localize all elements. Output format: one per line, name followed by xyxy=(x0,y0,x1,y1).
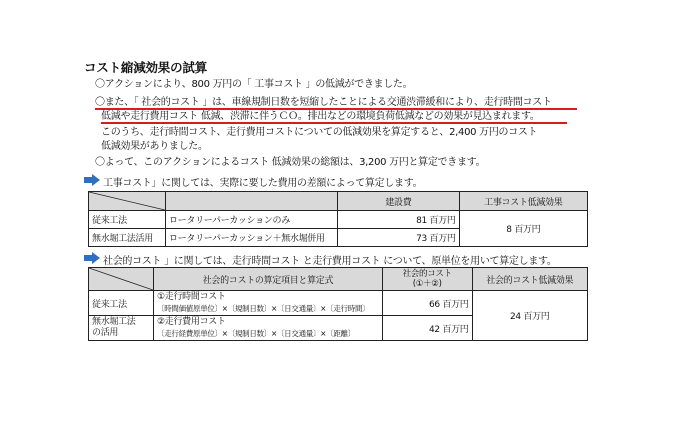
item-label-1: ①走行時間コスト xyxy=(157,292,226,302)
description-cell: ロータリーパーカッションのみ xyxy=(166,211,338,229)
header-social-cost-line1: 社会的コスト xyxy=(402,269,452,279)
arrow-right-icon xyxy=(84,252,100,264)
intro-line-3: 低減や走行費用コスト 低減、渋滞に伴うＣＯ。排出などの環境負荷低減などの効果が見込まれます。 xyxy=(101,111,540,122)
value-cell-2: 42 百万円 xyxy=(382,316,472,341)
item-label-2: ②走行費用コスト xyxy=(157,317,226,327)
formula-cell-1 xyxy=(154,291,383,316)
method2-line2: の活用 xyxy=(92,328,119,338)
formula-text-2: 〔走行経費原単位〕×〔規制日数〕×〔日交通量〕×〔距離〕 xyxy=(157,329,355,338)
header-social-cost-reduction: 社会的コスト低減効果 xyxy=(472,268,588,291)
red-underline-2 xyxy=(101,122,567,124)
description-cell: ロータリーパーカッション＋無水堀併用 xyxy=(166,229,338,247)
value-cell-1: 66 百万円 xyxy=(382,291,472,316)
construction-effect-cell: 8 百万円 xyxy=(459,211,587,247)
cost-cell: 81 百万円 xyxy=(338,211,459,229)
diagonal-header-cell xyxy=(89,268,154,291)
page-title: コスト縮減効果の試算 xyxy=(84,60,208,75)
intro-line-1: 〇アクションにより、800 万円の「 工事コスト 」の低減ができました。 xyxy=(95,79,413,90)
method2-line1: 無水堀工法 xyxy=(92,317,136,327)
construction-cost-table xyxy=(88,191,588,247)
intro-line-5: 低減効果がありました。 xyxy=(101,141,208,152)
header-formula: 社会的コストの算定項目と算定式 xyxy=(154,268,383,291)
intro-line-4: このうち、走行時間コスト、走行費用コストについての低減効果を算定すると、2,400 万円のコスト xyxy=(101,127,538,138)
table-row xyxy=(89,291,588,316)
intro-line-6: 〇よって、このアクションによるコスト 低減効果の総額は、3,200 万円と算定できます。 xyxy=(95,157,486,168)
header-social-cost-line2: (①＋②) xyxy=(412,279,442,289)
arrow-right-icon xyxy=(84,174,100,186)
method-cell xyxy=(89,316,154,341)
header-construction-cost: 建設費 xyxy=(338,192,459,211)
formula-cell-2 xyxy=(154,316,383,341)
section2-heading: 社会的コスト 」に関しては、走行時間コスト と走行費用コスト について、原単位を用いて算定します。 xyxy=(103,256,557,267)
table-row xyxy=(89,211,588,229)
section1-heading: 工事コスト」に関しては、実際に要した費用の差額によって算定します。 xyxy=(103,178,423,189)
social-effect-cell: 24 百万円 xyxy=(472,291,588,341)
method-cell: 無水堀工法活用 xyxy=(89,229,166,247)
diagonal-line xyxy=(89,268,153,290)
method-cell: 従来工法 xyxy=(89,291,154,316)
diagonal-header-cell xyxy=(89,192,166,211)
method-cell: 従来工法 xyxy=(89,211,166,229)
intro-line-2: 〇また、「 社会的コスト 」は、車線規制日数を短縮したことによる交通渋滞緩和により、走行時間コスト xyxy=(95,97,552,108)
cost-cell: 73 百万円 xyxy=(338,229,459,247)
social-cost-table xyxy=(88,267,588,341)
blank-header-cell xyxy=(166,192,338,211)
formula-text-1: 〔時間価値原単位〕×〔規制日数〕×〔日交通量〕×〔走行時間〕 xyxy=(157,304,370,313)
header-social-cost xyxy=(382,268,472,291)
diagonal-line xyxy=(89,192,165,210)
header-construction-cost-reduction: 工事コスト低減効果 xyxy=(459,192,587,211)
